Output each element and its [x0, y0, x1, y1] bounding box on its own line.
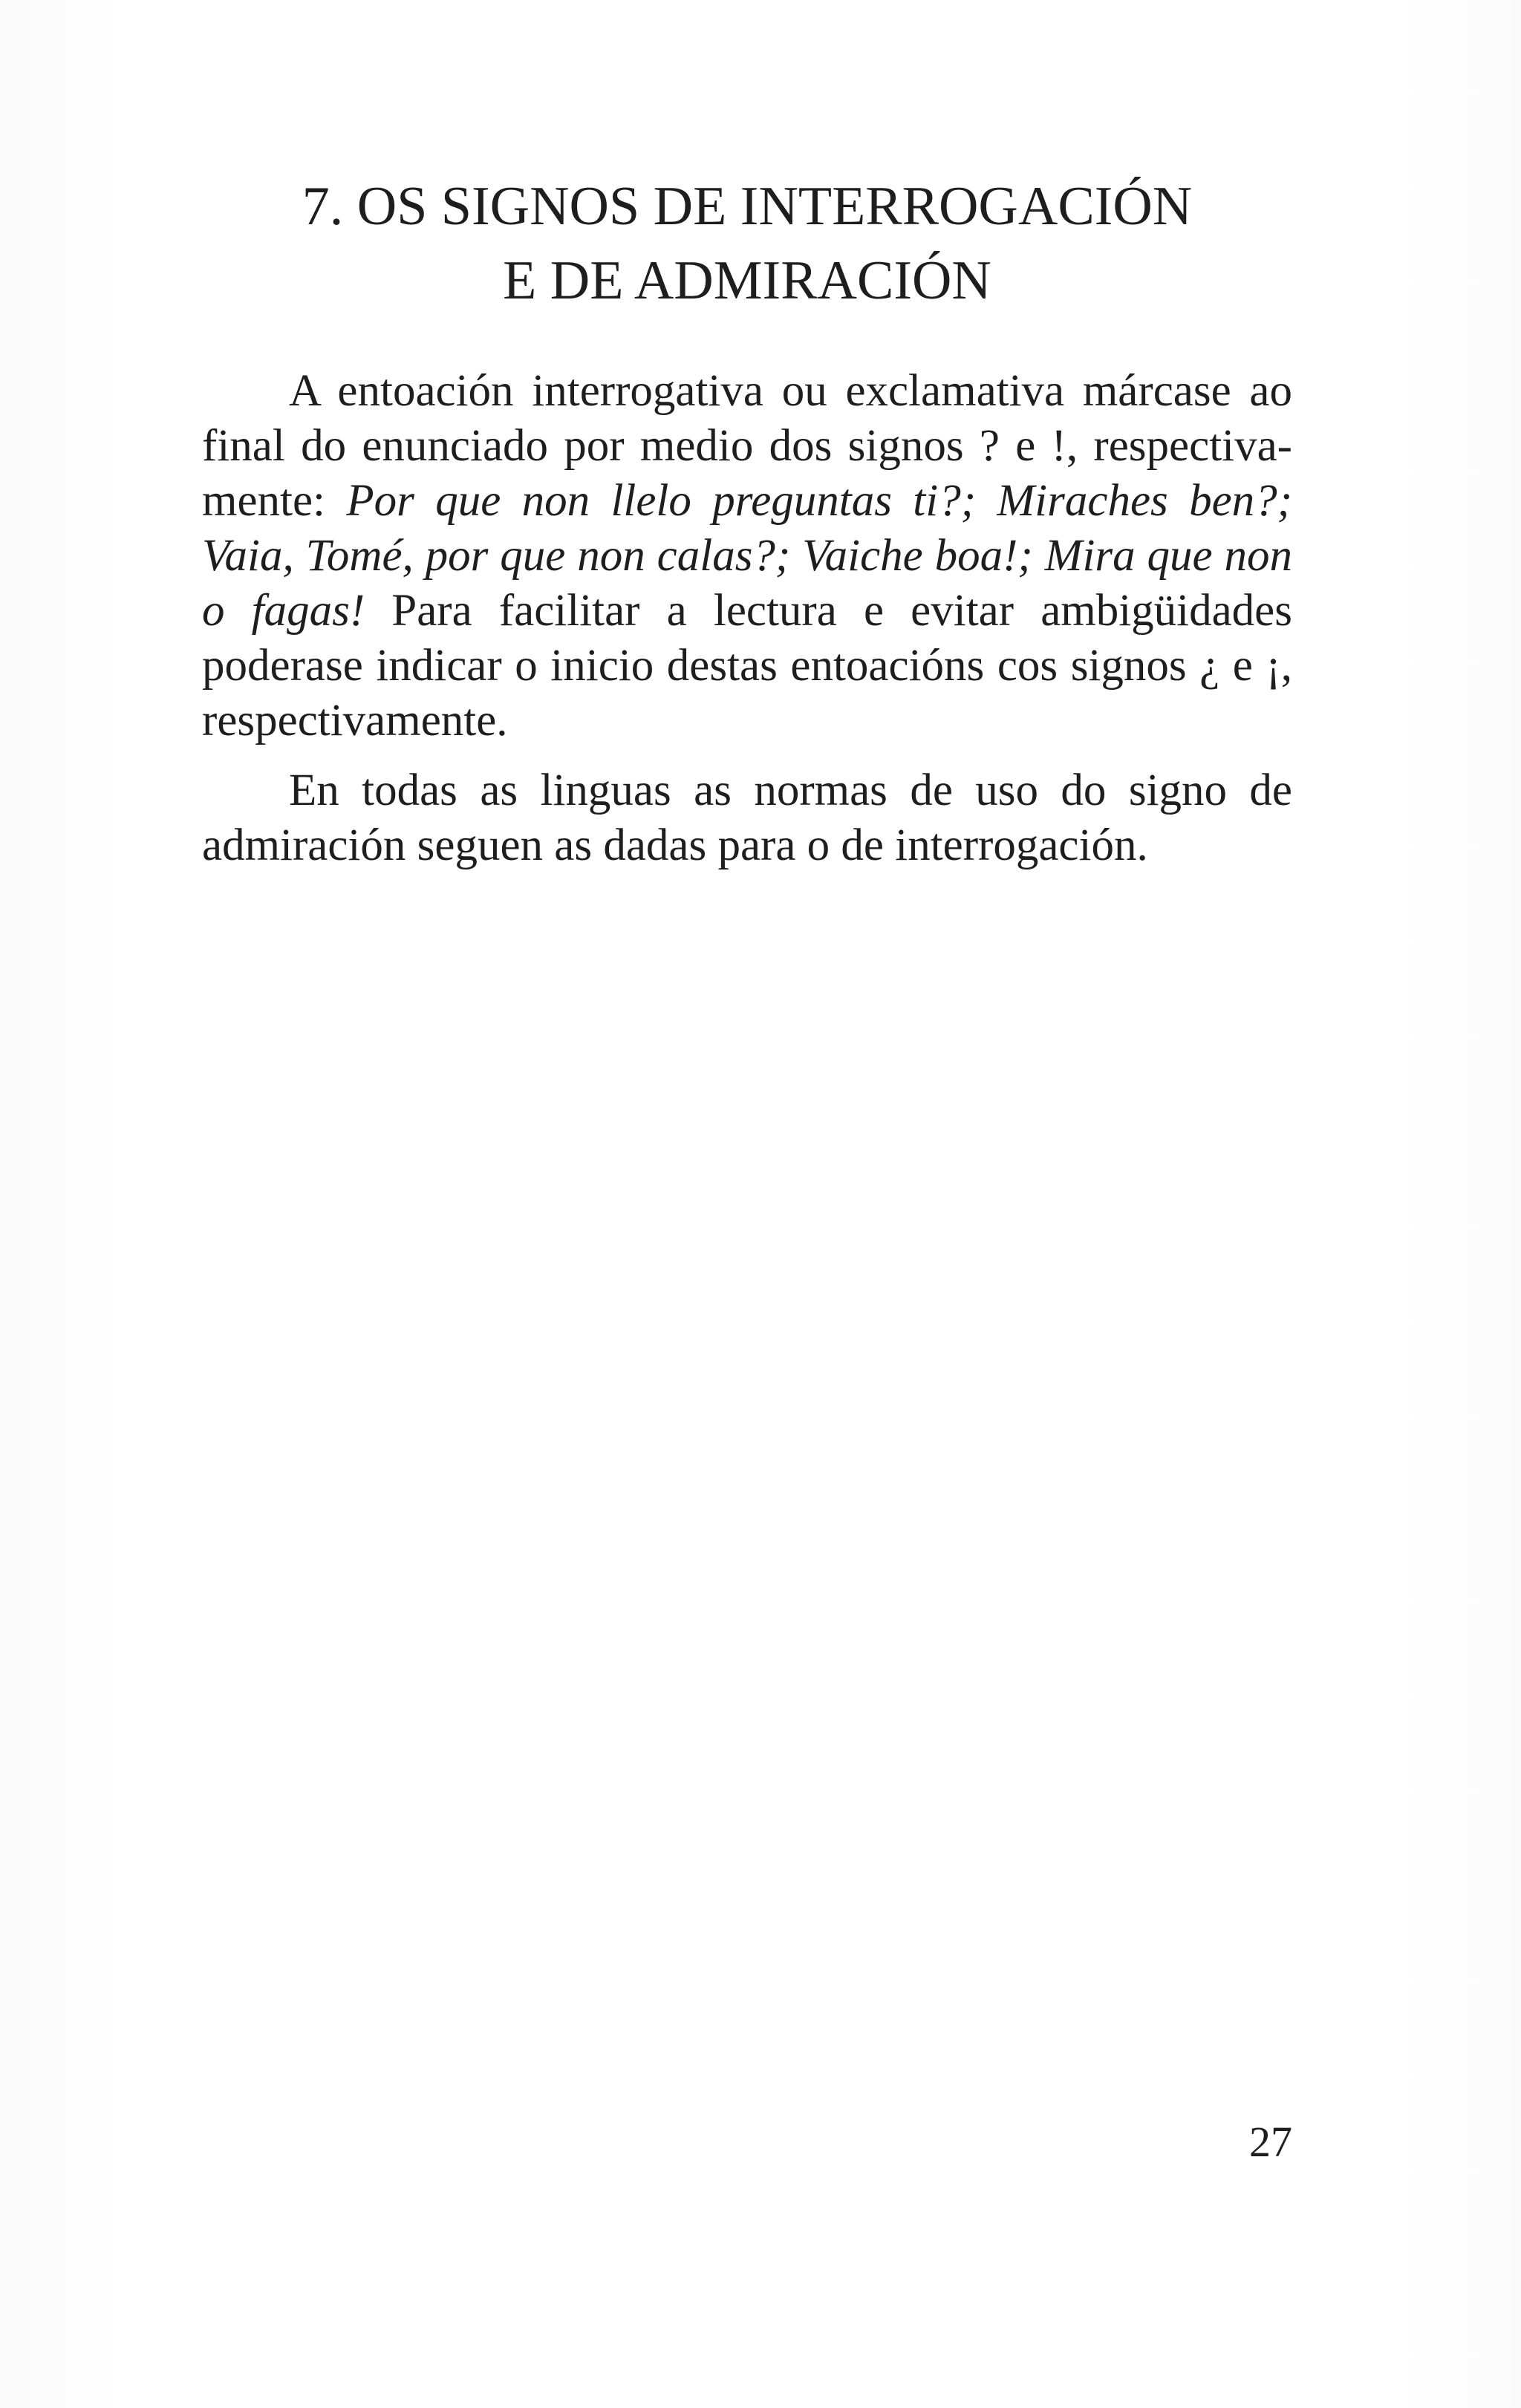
paragraph-2: En todas as linguas as normas de uso do signo de admiración seguen as dadas para o de interrogación. — [202, 766, 1292, 870]
page-number: 27 — [1249, 2118, 1292, 2166]
paragraph-1-intro: A entoación interrogativa ou exclamativa márcase ao final do enunciado por medio dos signos ? e !, respectivamente: — [202, 366, 1292, 526]
heading-line-1: 7. OS SIGNOS DE INTERROGACIÓN — [302, 176, 1193, 237]
paragraph-1-continuation: Para facilitar a lectura e evitar ambigüidades poderase indicar o inicio destas entoacións cos signos ¿ e ¡, respectivamente. — [202, 586, 1292, 745]
paragraph-1 — [202, 364, 1292, 748]
paragraph-1-examples: Por que non llelo preguntas ti?; Miraches ben?; Vaia, Tomé, por que non calas?; Vaiche boa!; Mira que non o fagas! — [202, 476, 1292, 636]
heading-line-2: E DE ADMIRACIÓN — [503, 250, 991, 311]
body-text — [202, 364, 1292, 873]
chapter-heading — [202, 169, 1292, 318]
